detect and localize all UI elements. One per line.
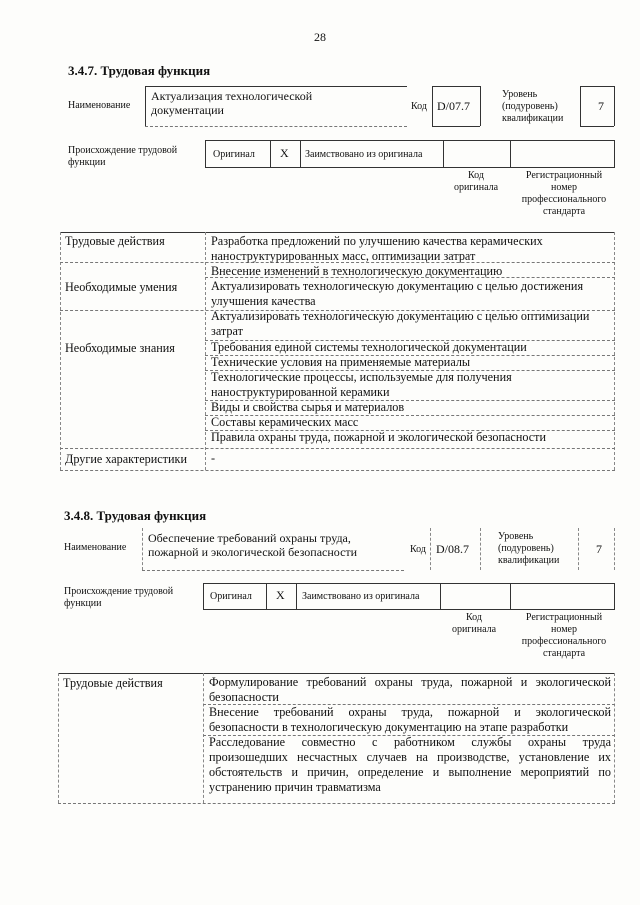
knowledge-items (211, 340, 546, 445)
original-label: Оригинал (210, 591, 252, 602)
list-item: Внесение требований охраны труда, пожарной и экологической безопасности в технологическую документацию на этапе разработки (209, 705, 611, 734)
labor-actions-items (209, 675, 611, 795)
row-label-other: Другие характеристики (65, 452, 187, 466)
page-number: 28 (314, 30, 326, 44)
level-label: Уровень (подуровень) квалификации (502, 89, 564, 124)
code-label: Код (411, 101, 427, 112)
skills-items (211, 279, 589, 339)
code-label: Код (410, 544, 426, 555)
list-item: Актуализировать технологическую документацию с целью оптимизации (211, 309, 590, 323)
reg-number-label: Регистрационный номер профессионального стандарта (521, 612, 607, 659)
origin-label: Происхождение трудовой функции (64, 586, 174, 609)
row-label-labor-actions: Трудовые действия (63, 676, 163, 690)
list-item: Внесение изменений в технологическую документацию (211, 264, 503, 278)
list-item: Формулирование требований охраны труда, пожарной и экологической безопасности (209, 675, 611, 704)
borrowed-label: Заимствовано из оригинала (302, 591, 420, 602)
row-label-knowledge: Необходимые знания (65, 341, 175, 355)
name-label: Наименование (64, 542, 127, 553)
name-value: Актуализация технологической документации (151, 89, 313, 117)
list-item: Актуализировать технологическую документацию с целью достижения (211, 279, 584, 293)
list-item: Виды и свойства сырья и материалов (211, 400, 405, 414)
row-label-labor-actions: Трудовые действия (65, 234, 165, 248)
level-label: Уровень (подуровень) квалификации (498, 531, 560, 566)
reg-number-label: Регистрационный номер профессионального стандарта (521, 170, 607, 217)
list-item: затрат (211, 324, 243, 338)
list-item: Расследование совместно с работником службы охраны труда произошедших несчастных случаев на производстве, установление их обстоятельств и причин, определение и выполнение мероприятий по устранению причин травматизма (209, 735, 611, 794)
code-value: D/07.7 (437, 99, 470, 113)
name-label: Наименование (68, 100, 131, 111)
list-item: Требования единой системы технологической документации (211, 340, 527, 354)
list-item: наноструктурированной керамики (211, 385, 390, 399)
list-item: наноструктурированных масс, оптимизации затрат (211, 249, 476, 263)
borrowed-label: Заимствовано из оригинала (305, 149, 423, 160)
code-original-label: Код оригинала (451, 612, 497, 635)
level-value: 7 (596, 542, 602, 556)
list-item: Правила охраны труда, пожарной и экологической безопасности (211, 430, 547, 444)
section-title: 3.4.8. Трудовая функция (64, 508, 207, 523)
original-mark: X (280, 146, 289, 160)
list-item: улучшения качества (211, 294, 316, 308)
original-mark: X (276, 588, 285, 602)
code-value: D/08.7 (436, 542, 469, 556)
list-item: Технические условия на применяемые материалы (211, 355, 471, 369)
list-item: Технологические процессы, используемые для получения (211, 370, 512, 384)
level-value: 7 (598, 99, 604, 113)
list-item: Составы керамических масс (211, 415, 359, 429)
row-label-skills: Необходимые умения (65, 280, 178, 294)
list-item: Разработка предложений по улучшению качества керамических (211, 234, 543, 248)
origin-label: Происхождение трудовой функции (68, 145, 178, 168)
original-label: Оригинал (213, 149, 255, 160)
code-original-label: Код оригинала (453, 170, 499, 193)
section-title: 3.4.7. Трудовая функция (68, 63, 211, 78)
name-value: Обеспечение требований охраны труда, пожарной и экологической безопасности (148, 531, 358, 559)
other-items: - (211, 451, 216, 465)
labor-actions-items (211, 234, 543, 279)
